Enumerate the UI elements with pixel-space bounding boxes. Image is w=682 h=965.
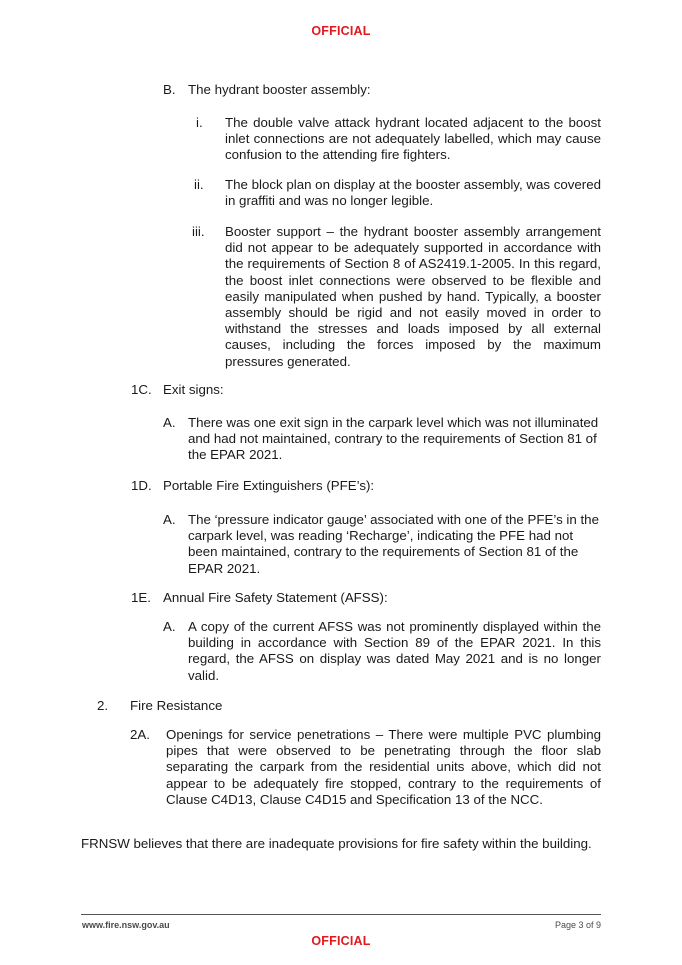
item-ii-number: ii. <box>194 177 204 192</box>
section-b-number: B. <box>163 82 176 97</box>
section-2a-text: Openings for service penetrations – There were multiple PVC plumbing pipes that were observed to be penetrating through the floor slab separating the carpark from the residential units above, which did not appear to be adequately fire stopped, contrary to the requirements of Clause C4D13, Clause C4D15 and Specification 13 of the NCC. <box>166 727 601 807</box>
section-1d-item-text: The ‘pressure indicator gauge’ associated with one of the PFE’s in the carpark level, was reading ‘Recharge’, indicating the PFE had not been maintained, contrary to the requirements of Section 81 of the EPAR 2021. <box>188 512 599 576</box>
classification-marking-bottom: OFFICIAL <box>311 934 371 948</box>
item-i-text: The double valve attack hydrant located adjacent to the boost inlet connections are not adequately labelled, which may cause confusion to the attending fire fighters. <box>225 115 601 163</box>
section-1c-heading: Exit signs: <box>163 382 224 397</box>
footer-divider <box>81 914 601 915</box>
conclusion-statement: FRNSW believes that there are inadequate provisions for fire safety within the building. <box>81 836 592 851</box>
item-iii-text: Booster support – the hydrant booster assembly arrangement did not appear to be adequately supported in accordance with the requirements of Section 8 of AS2419.1-2005. In this regard, the boost inlet connections were observed to be flexible and easily manipulated when pushed by hand. Typically, a booster assembly should be rigid and not easily moved in order to withstand the stresses and loads imposed by all external causes, including the forces imposed by the maximum pressures generated. <box>225 224 601 369</box>
section-2-number: 2. <box>97 698 109 713</box>
item-i-number: i. <box>196 115 203 130</box>
item-ii-text: The block plan on display at the booster assembly, was covered in graffiti and was no longer legible. <box>225 177 601 209</box>
section-2-heading: Fire Resistance <box>130 698 223 713</box>
section-2a-number: 2A. <box>130 727 150 742</box>
section-b-heading: The hydrant booster assembly: <box>188 82 371 97</box>
section-1e-item-text: A copy of the current AFSS was not prominently displayed within the building in accordance with Section 89 of the EPAR 2021. In this regard, the AFSS on display was dated May 2021 and is no longer valid. <box>188 619 601 683</box>
section-1d-number: 1D. <box>131 478 152 493</box>
section-1d-item-number: A. <box>163 512 176 527</box>
section-1d-heading: Portable Fire Extinguishers (PFE’s): <box>163 478 375 493</box>
classification-marking-top: OFFICIAL <box>311 24 371 38</box>
footer-website-link[interactable]: www.fire.nsw.gov.au <box>82 920 170 930</box>
footer-page-number: Page 3 of 9 <box>554 920 601 930</box>
section-1e-number: 1E. <box>131 590 151 605</box>
section-1e-item-number: A. <box>163 619 176 634</box>
section-1e-heading: Annual Fire Safety Statement (AFSS): <box>163 590 388 605</box>
section-1c-item-number: A. <box>163 415 176 430</box>
item-iii-number: iii. <box>192 224 205 239</box>
section-1c-number: 1C. <box>131 382 152 397</box>
section-1c-item-text: There was one exit sign in the carpark level which was not illuminated and had not maintained, contrary to the requirements of Section 81 of the EPAR 2021. <box>188 415 599 463</box>
